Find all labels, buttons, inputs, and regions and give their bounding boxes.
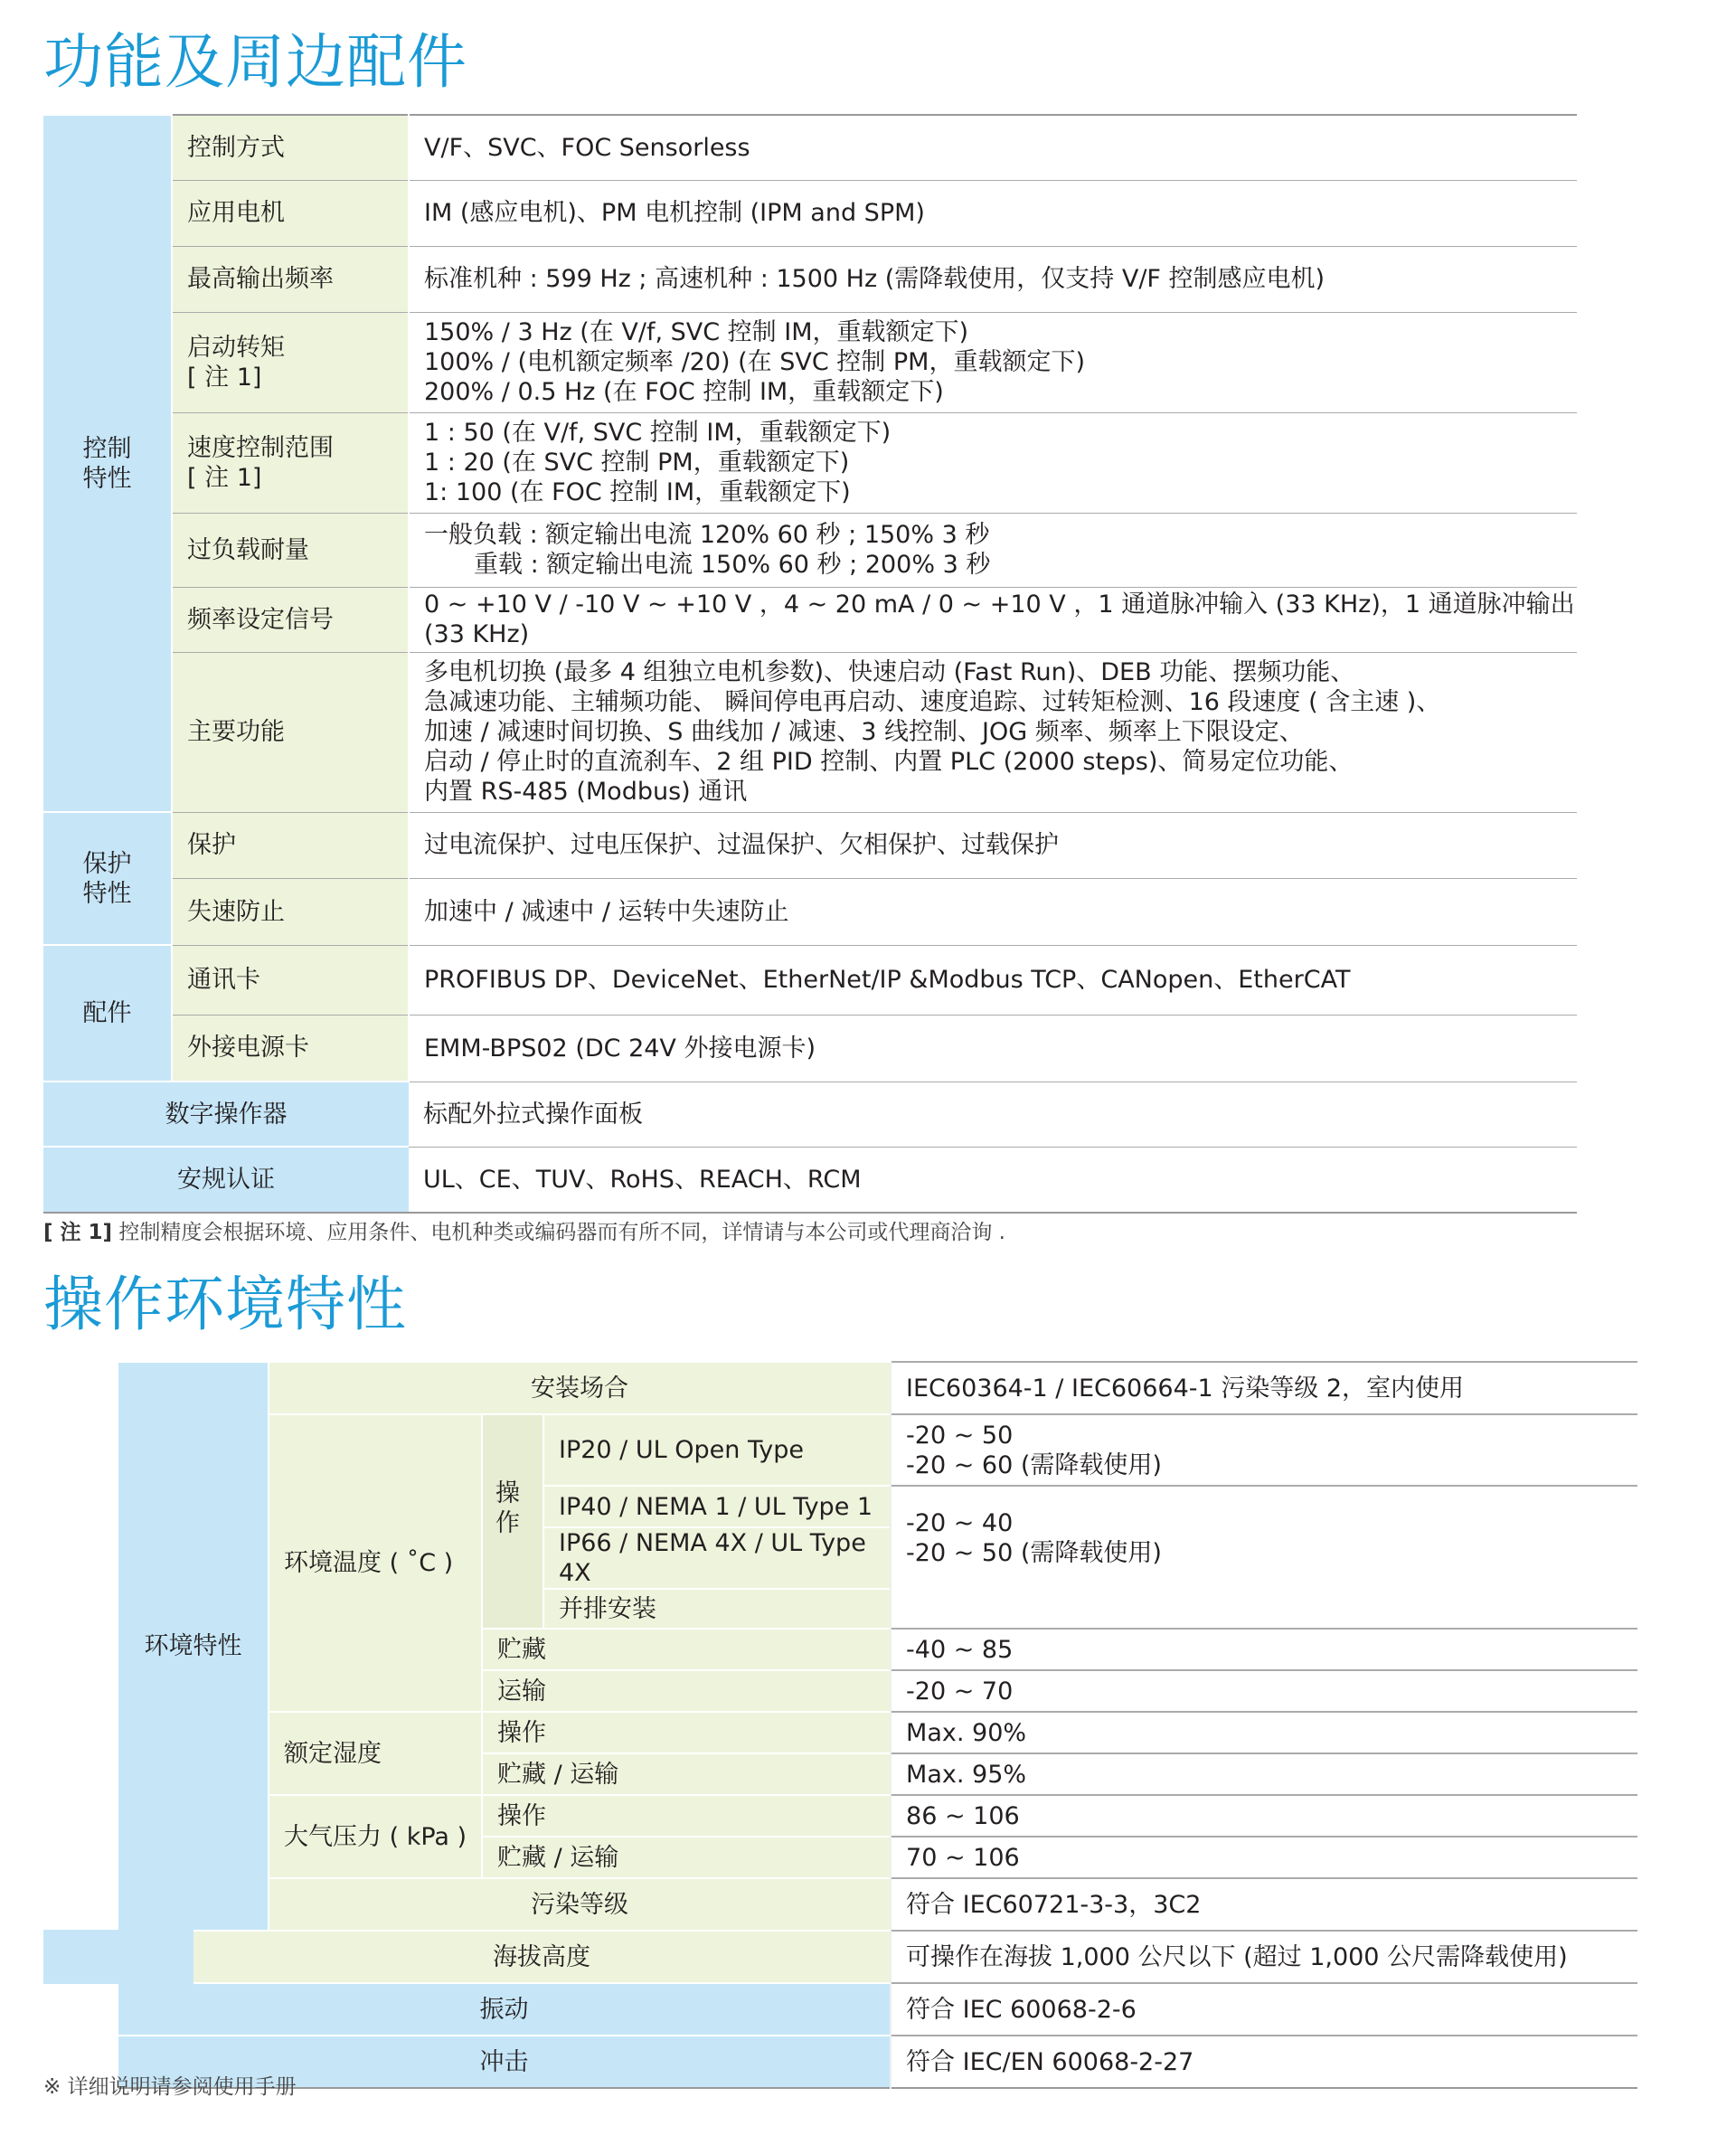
row-value: 符合 IEC/EN 60068-2-27	[891, 2036, 1637, 2088]
row-value: 多电机切换 (最多 4 组独立电机参数)、快速启动 (Fast Run)、DEB 功能、摆频功能、 急减速功能、主辅频功能、 瞬间停电再启动、速度追踪、过转矩检测、16 段速度 ( 含主速 )、 加速 / 减速时间切换、S 曲线加 / 减速、3 线控制、JOG 频率、频率上下限设定、 启动 / 停止时的直流刹车、2 组 PID 控制、内置 PLC (2000 steps)、简易定位功能、 内置 RS-485 (Modbus) 通讯	[409, 652, 1577, 812]
row-label: 启动转矩 [ 注 1]	[172, 312, 409, 412]
row-value: Max. 90%	[891, 1712, 1637, 1753]
note-tag: [ 注 1]	[43, 1221, 113, 1244]
row-label: 最高输出频率	[172, 246, 409, 312]
row-label: IP66 / NEMA 4X / UL Type 4X	[543, 1527, 891, 1589]
table-row	[43, 652, 1577, 812]
row-value: EMM-BPS02 (DC 24V 外接电源卡)	[409, 1015, 1577, 1082]
row-label: 安装场合	[269, 1362, 891, 1414]
row-value: -20 ~ 70	[891, 1670, 1637, 1712]
table-row	[43, 412, 1577, 513]
row-value: 70 ~ 106	[891, 1837, 1637, 1878]
row-value: Max. 95%	[891, 1753, 1637, 1795]
table-row	[118, 1931, 1637, 1983]
table-row	[43, 812, 1577, 878]
row-value: -20 ~ 40 -20 ~ 50 (需降载使用)	[891, 1486, 1637, 1589]
environment-table	[43, 1361, 1637, 2089]
row-value: 0 ~ +10 V / -10 V ~ +10 V ，4 ~ 20 mA / 0 ~ +10 V ，1 通道脉冲输入 (33 KHz)，1 通道脉冲输出 (33 KHz)	[409, 587, 1577, 652]
table-row	[43, 1015, 1577, 1082]
table-row	[118, 1983, 1637, 2036]
row-label: 并排安装	[543, 1589, 891, 1629]
row-label: 应用电机	[172, 180, 409, 246]
table-row	[43, 587, 1577, 652]
row-label: 安规认证	[43, 1147, 409, 1213]
table-row	[43, 115, 1577, 180]
table-row	[43, 945, 1577, 1015]
note-text: 控制精度会根据环境、应用条件、电机种类或编码器而有所不同，详情请与本公司或代理商洽询 .	[112, 1221, 1005, 1244]
row-value: -40 ~ 85	[891, 1629, 1637, 1670]
table-row	[43, 1147, 1577, 1213]
row-value: UL、CE、TUV、RoHS、REACH、RCM	[409, 1147, 1577, 1213]
row-label: 过负载耐量	[172, 513, 409, 587]
row-value: 符合 IEC60721-3-3，3C2	[891, 1878, 1637, 1931]
row-value: 86 ~ 106	[891, 1795, 1637, 1837]
row-value: 过电流保护、过电压保护、过温保护、欠相保护、过载保护	[409, 812, 1577, 878]
row-label: 通讯卡	[172, 945, 409, 1015]
row-value	[409, 513, 1577, 587]
group-accessories: 配件	[43, 945, 172, 1082]
group-protection: 保护 特性	[43, 812, 172, 945]
row-value: IEC60364-1 / IEC60664-1 污染等级 2，室内使用	[891, 1362, 1637, 1414]
row-label: 操作	[482, 1795, 891, 1837]
row-label: 失速防止	[172, 878, 409, 945]
group-environment: 环境特性	[118, 1362, 269, 1931]
row-label: 频率设定信号	[172, 587, 409, 652]
table-row	[43, 246, 1577, 312]
table-row	[43, 1082, 1577, 1147]
row-value: V/F、SVC、FOC Sensorless	[409, 115, 1577, 180]
group-control: 控制 特性	[43, 115, 172, 812]
row-value: 加速中 / 减速中 / 运转中失速防止	[409, 878, 1577, 945]
row-label: 外接电源卡	[172, 1015, 409, 1082]
table-row	[43, 878, 1577, 945]
row-value: PROFIBUS DP、DeviceNet、EtherNet/IP &Modbus TCP、CANopen、EtherCAT	[409, 945, 1577, 1015]
row-value: 1 : 50 (在 V/f, SVC 控制 IM，重载额定下) 1 : 20 (在 SVC 控制 PM，重载额定下) 1: 100 (在 FOC 控制 IM，重载额定下)	[409, 412, 1577, 513]
table-row	[118, 1712, 1637, 1753]
footnote-1	[43, 1223, 1005, 1243]
row-label: 控制方式	[172, 115, 409, 180]
row-value: 标准机种 : 599 Hz ; 高速机种 : 1500 Hz (需降载使用，仅支持 V/F 控制感应电机)	[409, 246, 1577, 312]
row-label: 海拔高度	[118, 1931, 891, 1983]
row-label: 保护	[172, 812, 409, 878]
row-label: IP20 / UL Open Type	[543, 1414, 891, 1486]
row-label: 数字操作器	[43, 1082, 409, 1147]
temp-label: 环境温度 ( ˚C )	[269, 1414, 482, 1712]
row-label: 贮藏	[482, 1629, 891, 1670]
overload-heavy: 重载 : 额定输出电流 150% 60 秒 ; 200% 3 秒	[474, 551, 991, 579]
row-value: 150% / 3 Hz (在 V/f, SVC 控制 IM，重载额定下) 100% / (电机额定频率 /20) (在 SVC 控制 PM，重载额定下) 200% / 0.5 Hz (在 FOC 控制 IM，重载额定下)	[409, 312, 1577, 412]
row-value: IM (感应电机)、PM 电机控制 (IPM and SPM)	[409, 180, 1577, 246]
row-label: 贮藏 / 运输	[482, 1837, 891, 1878]
row-value: -20 ~ 50 -20 ~ 60 (需降载使用)	[891, 1414, 1637, 1486]
overload-normal: 一般负载 : 额定输出电流 120% 60 秒 ; 150% 3 秒	[424, 521, 990, 549]
section1-title: 功能及周边配件	[43, 27, 467, 97]
row-label: 贮藏 / 运输	[482, 1753, 891, 1795]
row-label: IP40 / NEMA 1 / UL Type 1	[543, 1486, 891, 1527]
table-row	[118, 2036, 1637, 2088]
humidity-label: 额定湿度	[269, 1712, 482, 1795]
section2-title: 操作环境特性	[43, 1270, 407, 1339]
row-label: 污染等级	[269, 1878, 891, 1931]
function-table	[43, 114, 1577, 1214]
table-row	[118, 1878, 1637, 1931]
table-row	[43, 513, 1577, 587]
row-value-empty	[891, 1589, 1637, 1629]
row-value: 标配外拉式操作面板	[409, 1082, 1577, 1147]
row-label: 操作	[482, 1712, 891, 1753]
table-row	[118, 1414, 1637, 1486]
pressure-label: 大气压力 ( kPa )	[269, 1795, 482, 1878]
row-value: 可操作在海拔 1,000 公尺以下 (超过 1,000 公尺需降载使用)	[891, 1931, 1637, 1983]
row-label: 运输	[482, 1670, 891, 1712]
row-label: 速度控制范围 [ 注 1]	[172, 412, 409, 513]
table-row	[118, 1795, 1637, 1837]
table-row	[43, 180, 1577, 246]
operation-label: 操 作	[482, 1414, 543, 1629]
row-label: 振动	[118, 1983, 891, 2036]
row-label: 冲击	[118, 2036, 891, 2088]
row-value: 符合 IEC 60068-2-6	[891, 1983, 1637, 2036]
table-row	[43, 312, 1577, 412]
footnote-2: ※ 详细说明请参阅使用手册	[43, 2075, 297, 2099]
row-label: 主要功能	[172, 652, 409, 812]
table-row	[118, 1362, 1637, 1414]
